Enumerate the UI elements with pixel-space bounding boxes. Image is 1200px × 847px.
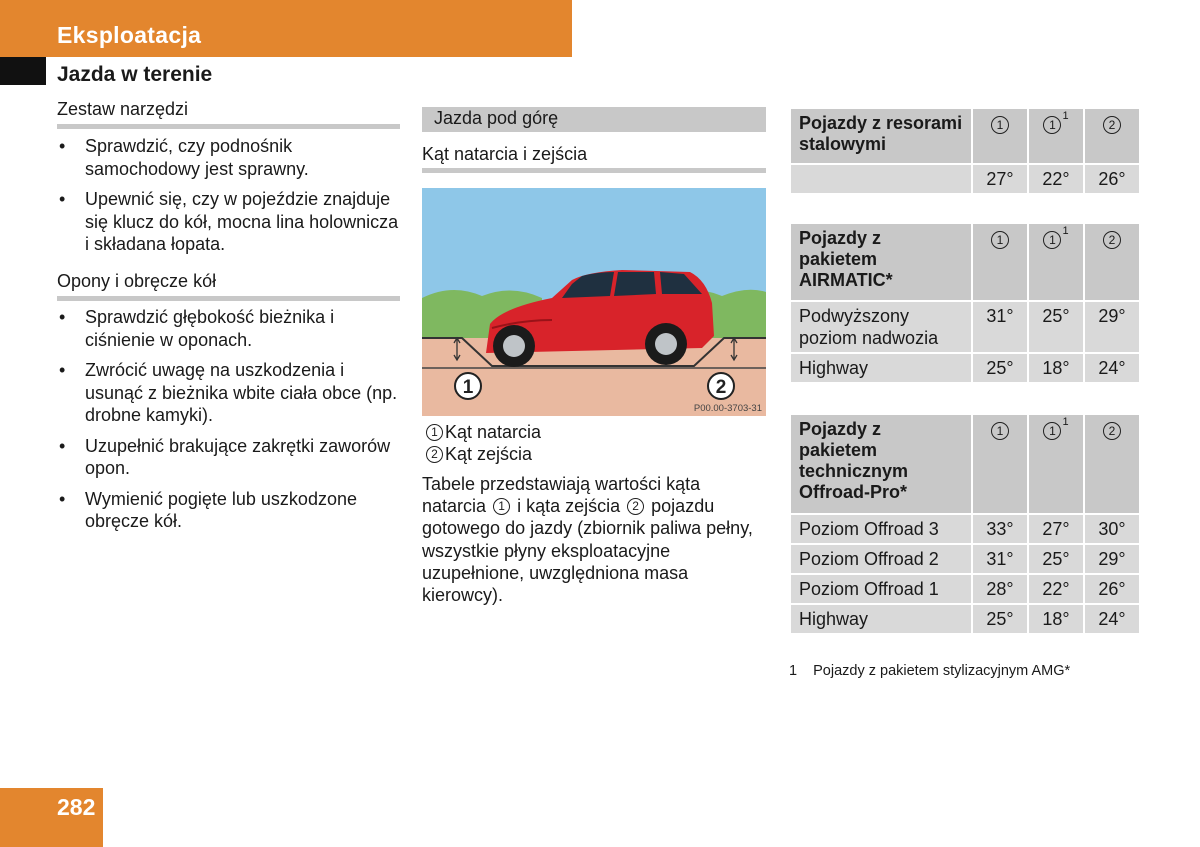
table-row: Poziom Offroad 2 31° 25° 29° [790,544,1140,574]
tyres-heading: Opony i obręcze kół [57,271,217,291]
list-item: • Sprawdzić głębokość bieżnika i ciśnienie w oponach. [57,306,402,351]
description-paragraph [422,473,767,606]
heading-rule [57,124,400,129]
column-icon: 1 [972,108,1028,164]
legend-text: Kąt natarcia [445,422,542,442]
table-header-row [790,223,1140,301]
tools-list [57,135,402,264]
table-header-row [790,108,1140,164]
table-row: 27° 22° 26° [790,164,1140,194]
legend-item [424,421,541,443]
list-item: • Zwrócić uwagę na uszkodzenia i usunąć z bieżnika wbite ciała obce (np. drobne kamyki). [57,359,402,427]
list-item: • Wymienić pogięte lub uszkodzone obręcze kół. [57,488,402,533]
tyres-list [57,306,402,541]
subsection-title: Jazda w terenie [57,63,213,86]
table-header-row [790,414,1140,514]
legend-text: Kąt zejścia [445,444,533,464]
list-item: • Upewnić się, czy w pojeździe znajduje się klucz do kół, mocna lina holownicza i składana łopata. [57,188,402,256]
footnote [789,663,1070,679]
figure-marker-2: 2 [715,377,727,398]
circled-number: 1 [426,424,443,441]
para-text: pojazdu gotowego do jazdy (zbiornik paliwa pełny, wszystkie płyny eksploatacyjne uzupełnione, uwzględniona masa kierowcy). [422,496,753,606]
figure-marker-1: 1 [462,377,474,398]
column-icon: 1 [972,414,1028,514]
heading-rule [57,296,400,301]
approach-departure-figure [422,188,766,416]
column-icon: 1$^1$ [1028,223,1084,301]
column-icon: 1$^1$ [1028,108,1084,164]
circled-number: 2 [426,446,443,463]
para-text: Tabele przedstawiają wartości kąta natarcia [422,474,701,517]
column-icon: 2 [1084,108,1140,164]
suv-illustration [422,188,766,416]
table-steel-springs [789,107,1141,195]
circled-number: 2 [627,498,644,515]
table-airmatic [789,222,1141,384]
column-icon: 1$^1$ [1028,414,1084,514]
subsection-marker [0,57,46,85]
heading-rule [422,168,766,173]
column-icon: 2 [1084,223,1140,301]
table-title: Pojazdy z pakietem technicznym Offroad-Pro* [790,414,972,514]
table-title: Pojazdy z resorami stalowymi [790,108,972,164]
table-row: Highway 25° 18° 24° [790,353,1140,383]
table-title: Pojazdy z pakietem AIRMATIC* [790,223,972,301]
legend-item [424,443,532,465]
tools-heading: Zestaw narzędzi [57,99,189,119]
page-number: 282 [57,794,96,820]
table-row: Highway 25° 18° 24° [790,604,1140,634]
footnote-number: 1 [789,663,798,679]
column-icon: 1 [972,223,1028,301]
column-icon: 2 [1084,414,1140,514]
angle-heading: Kąt natarcia i zejścia [422,144,588,164]
list-item: • Sprawdzić, czy podnośnik samochodowy jest sprawny. [57,135,402,180]
figure-reference: P00.00-3703-31 [693,403,762,414]
list-item: • Uzupełnić brakujące zakrętki zaworów opon. [57,435,402,480]
section-title: Eksploatacja [57,22,202,48]
footnote-text: Pojazdy z pakietem stylizacyjnym AMG* [813,663,1071,679]
circled-number: 1 [493,498,510,515]
table-offroad-pro [789,413,1141,635]
table-row: Poziom Offroad 3 33° 27° 30° [790,514,1140,544]
uphill-heading: Jazda pod górę [434,108,559,128]
para-text: i kąta zejścia [517,496,621,517]
table-row: Poziom Offroad 1 28° 22° 26° [790,574,1140,604]
table-row: Podwyższony poziom nadwozia 31° 25° 29° [790,301,1140,353]
uphill-heading-box [422,107,766,132]
